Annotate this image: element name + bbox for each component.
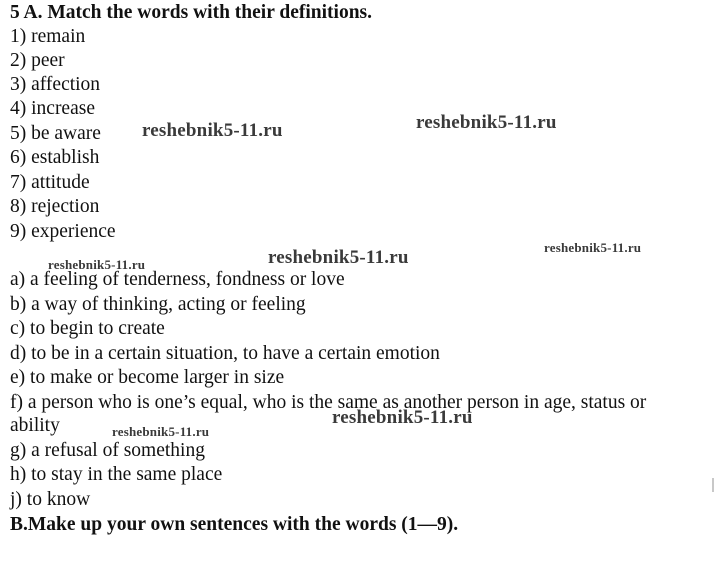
word-item-7: 7) attitude	[10, 172, 90, 193]
word-item-1: 1) remain	[10, 26, 86, 47]
definition-g: g) a refusal of something	[10, 440, 205, 461]
definition-f-continued: ability	[10, 415, 60, 436]
definition-b: b) a way of thinking, acting or feeling	[10, 294, 306, 315]
definition-c: c) to begin to create	[10, 318, 165, 339]
word-item-4: 4) increase	[10, 98, 95, 119]
word-item-3: 3) affection	[10, 74, 101, 95]
watermark: reshebnik5-11.ru	[112, 424, 210, 439]
watermark: reshebnik5-11.ru	[48, 257, 146, 272]
word-item-8: 8) rejection	[10, 196, 100, 217]
definition-h: h) to stay in the same place	[10, 464, 223, 485]
edge-mark	[712, 478, 714, 492]
definition-d: d) to be in a certain situation, to have a certain emotion	[10, 343, 440, 364]
watermark: reshebnik5-11.ru	[416, 112, 557, 133]
definition-e: e) to make or become larger in size	[10, 367, 285, 388]
word-item-2: 2) peer	[10, 50, 65, 71]
word-item-9: 9) experience	[10, 221, 116, 242]
watermark: reshebnik5-11.ru	[544, 240, 642, 255]
definition-a: a) a feeling of tenderness, fondness or love	[10, 269, 345, 290]
word-item-5: 5) be aware	[10, 123, 101, 144]
task-b-heading: B.Make up your own sentences with the words (1—9).	[10, 514, 459, 535]
definition-f: f) a person who is one’s equal, who is the same as another person in age, status or	[10, 392, 647, 413]
watermark: reshebnik5-11.ru	[332, 407, 473, 428]
word-item-6: 6) establish	[10, 147, 100, 168]
definition-j: j) to know	[10, 489, 91, 510]
watermark: reshebnik5-11.ru	[268, 247, 409, 268]
watermark: reshebnik5-11.ru	[142, 120, 283, 141]
task-a-heading: 5 A. Match the words with their definitions.	[10, 2, 373, 23]
